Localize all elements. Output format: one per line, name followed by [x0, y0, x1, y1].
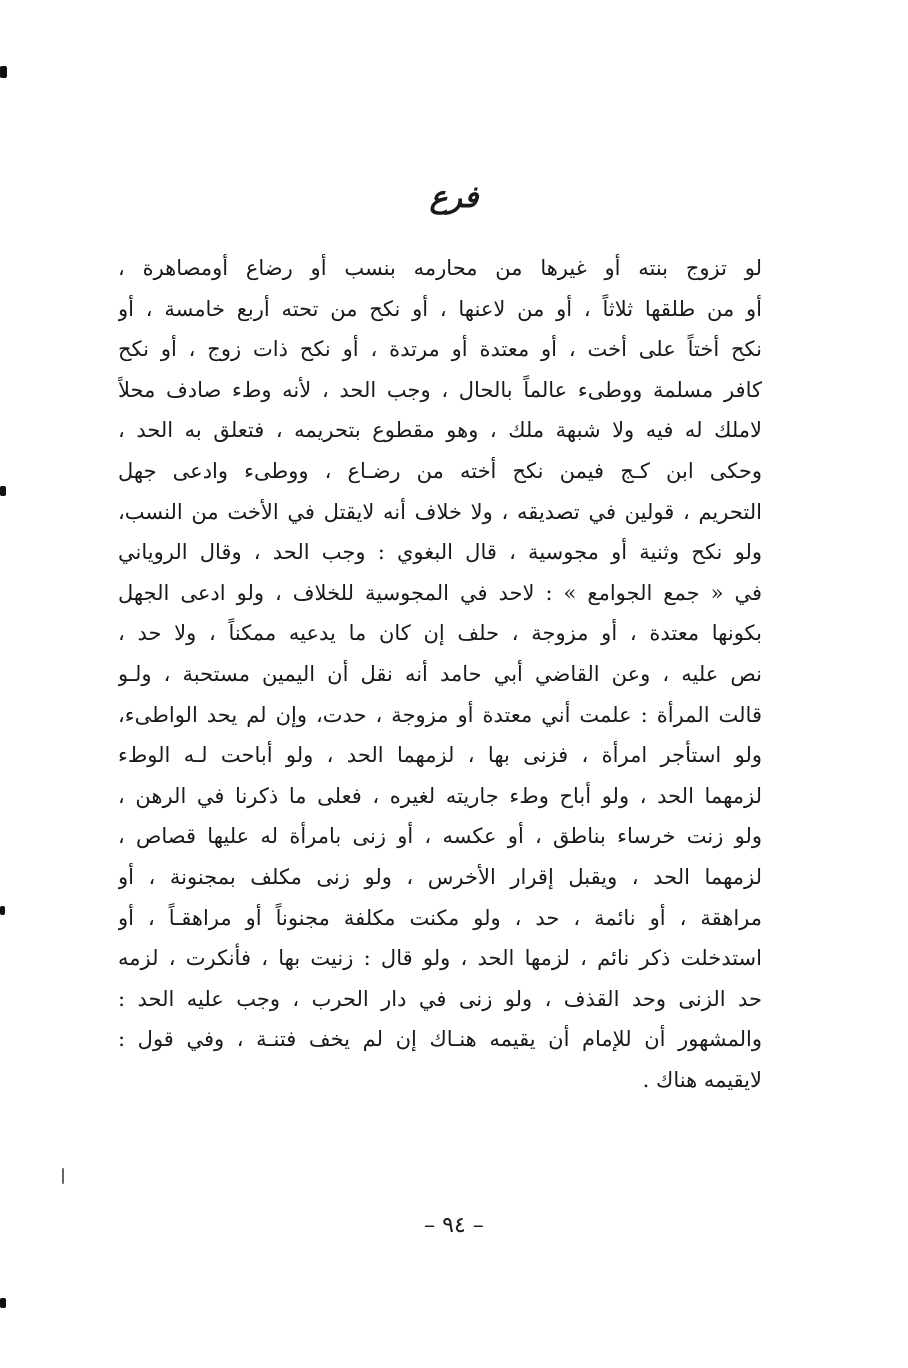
text-line: والمشهور أن للإمام أن يقيمه هنـاك إن لم يخف فتنـة ، وفي قول :: [118, 1027, 762, 1052]
text-line: ولو استأجر امرأة ، فزنى بها ، لزمهما الحد ، ولو أباحت لـه الوطء: [118, 743, 762, 768]
scan-mark-bottom-left: [0, 1298, 6, 1308]
text-line: لو تزوج بنته أو غيرها من محارمه بنسب أو رضاع أومصاهرة ،: [118, 256, 762, 280]
text-line: لزمهما الحد ، ويقبل إقرار الأخرس ، ولو زنى مكلف بمجنونة ، أو: [118, 864, 762, 889]
page-number: – ٩٤ –: [424, 1213, 484, 1238]
scan-mark-mid-left: [0, 486, 6, 496]
text-line: في « جمع الجوامع » : لاحد في المجوسية للخلاف ، ولو ادعى الجهل: [118, 580, 762, 605]
text-line: لزمهما الحد ، ولو أباح وطء جاريته لغيره ، فعلى ما ذكرنا في الرهن ،: [118, 783, 762, 808]
scan-mark-lower-left: [0, 906, 5, 915]
text-line: وحكى ابن كـج فيمن نكح أخته من رضـاع ، ووطىء وادعى جهل: [118, 458, 762, 483]
text-line: التحريم ، قولين في تصديقه ، ولا خلاف أنه لايقتل في الأخت من النسب،: [118, 499, 762, 524]
text-line: حد الزنى وحد القذف ، ولو زنى في دار الحرب ، وجب عليه الحد :: [118, 986, 762, 1011]
body-text: [118, 248, 762, 1100]
section-heading: فرع: [429, 180, 479, 215]
text-line: قالت المرأة : علمت أني معتدة أو مزوجة ، حدت، وإن لم يحد الواطىء،: [118, 702, 762, 727]
text-line: بكونها معتدة ، أو مزوجة ، حلف إن كان ما يدعيه ممكناً ، ولا حد ،: [118, 621, 762, 646]
text-line: نكح أختاً على أخت ، أو معتدة أو مرتدة ، أو نكح ذات زوج ، أو نكح: [118, 337, 762, 362]
text-line: لاملك له فيه ولا شبهة ملك ، وهو مقطوع بتحريمه ، فتعلق به الحد ،: [118, 418, 762, 443]
scan-mark-dots: [62, 1168, 64, 1184]
text-line: ولو زنت خرساء بناطق ، أو عكسه ، أو زنى بامرأة له عليها قصاص ،: [118, 824, 762, 849]
text-line: كافر مسلمة ووطىء عالماً بالحال ، وجب الحد ، لأنه وطء صادف محلاً: [118, 377, 762, 402]
text-line: مراهقة ، أو نائمة ، حد ، ولو مكنت مكلفة مجنوناً أو مراهقـاً ، أو: [118, 905, 762, 930]
text-line: استدخلت ذكر نائم ، لزمها الحد ، ولو قال : زنيت بها ، فأنكرت ، لزمه: [118, 946, 762, 971]
text-line: أو من طلقها ثلاثاً ، أو من لاعنها ، أو نكح من تحته أربع خامسة ، أو: [118, 296, 762, 321]
text-line: لايقيمه هناك .: [642, 1067, 762, 1092]
text-line: نص عليه ، وعن القاضي أبي حامد أنه نقل أن اليمين مستحبة ، ولـو: [118, 661, 762, 686]
scan-mark-top-left: [0, 66, 7, 78]
text-line: ولو نكح وثنية أو مجوسية ، قال البغوي : وجب الحد ، وقال الروياني: [118, 540, 762, 565]
